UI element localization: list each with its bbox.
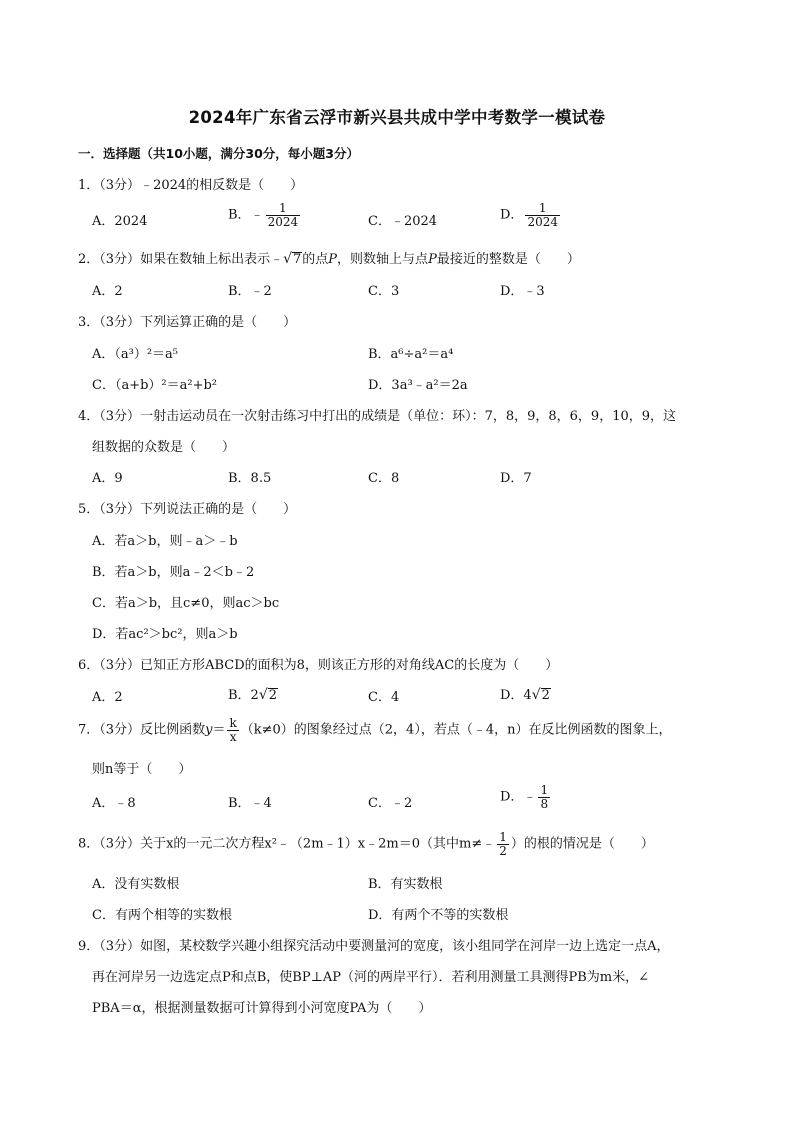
fraction: $\frac{k}{x}$	[229, 716, 237, 744]
question-1	[78, 174, 728, 193]
option-d: D．﹣3	[500, 284, 545, 299]
option-c: C．﹣2024	[368, 214, 438, 229]
option-b: B．a⁶÷a²＝a⁴	[368, 347, 454, 362]
fraction: $\frac{1}{8}$	[540, 783, 549, 811]
option-d: D． $\frac{1}{2024}$	[500, 201, 558, 229]
fraction: $\frac{1}{2024}$	[527, 201, 558, 229]
option-a: A．2	[92, 284, 123, 299]
option-b: B．﹣ $\frac{1}{2024}$	[228, 201, 299, 229]
question-3: 3．（3分）下列运算正确的是（ ）	[78, 315, 297, 330]
question-number: 1．	[78, 178, 100, 193]
option-c: C．8	[368, 471, 400, 486]
radical-sign: √	[283, 251, 292, 267]
option-b: B．﹣2	[228, 284, 272, 299]
question-7: 7．（3分）反比例函数y＝ $\frac{k}{x}$ （k≠0）的图象经过点（2，4），若点（﹣4，n）在反比例函数的图象上，	[78, 716, 672, 744]
option-a: A．2	[92, 690, 123, 705]
option-b: B．8.5	[228, 471, 272, 486]
question-5: 5．（3分）下列说法正确的是（ ）	[78, 502, 297, 517]
question-2: 2．（3分）如果在数轴上标出表示﹣√7的点P，则数轴上与点P最接近的整数是（ ）	[78, 251, 580, 267]
option-b: B．若a＞b，则a﹣2＜b﹣2	[92, 565, 255, 580]
option-c: C．有两个相等的实数根	[92, 908, 232, 923]
option-d: D．﹣ $\frac{1}{8}$	[500, 783, 549, 811]
question-8: 8．（3分）关于x的一元二次方程x²﹣（2m﹣1）x﹣2m＝0（其中m≠﹣ $\frac{1}{2}$ ）的根的情况是（ ）	[78, 830, 654, 858]
option-c: C．若a＞b，且c≠0，则ac＞bc	[92, 596, 280, 611]
option-d: D．若ac²＞bc²，则a＞b	[92, 627, 238, 642]
radical-sign: √	[258, 687, 268, 703]
question-9: 9．（3分）如图，某校数学兴趣小组探究活动中要测量河的宽度，该小组同学在河岸一边上选定一点A，	[78, 939, 670, 954]
option-a: A．9	[92, 471, 123, 486]
option-d: D．7	[500, 471, 532, 486]
fraction: $\frac{1}{2024}$	[267, 201, 299, 229]
exam-title: 2024年广东省云浮市新兴县共成中学中考数学一模试卷	[188, 108, 606, 127]
question-score: （3分）	[99, 178, 141, 193]
option-b: B．2√2	[228, 687, 278, 703]
section-heading: 一．选择题（共10小题，满分30分，每小题3分）	[78, 146, 359, 161]
option-d: D．3a³﹣a²＝2a	[368, 378, 468, 393]
option-d: D．有两个不等的实数根	[368, 908, 509, 923]
option-c: C．（a+b）²＝a²+b²	[92, 378, 218, 393]
option-b: B．有实数根	[368, 877, 443, 892]
question-6: 6．（3分）已知正方形ABCD的面积为8，则该正方形的对角线AC的长度为（ ）	[78, 658, 559, 673]
question-4: 4．（3分）一射击运动员在一次射击练习中打出的成绩是（单位：环）：7，8，9，8，6，9，10，9，这	[78, 409, 677, 424]
option-a: A．（a³）²＝a⁵	[92, 347, 179, 362]
option-b: B．﹣4	[228, 796, 272, 811]
radical-sign: √	[531, 687, 541, 703]
option-c: C．﹣2	[368, 796, 413, 811]
question-9-line-2: 再在河岸另一边选定点P和点B，使BP⊥AP（河的两岸平行）．若利用测量工具测得PB为m米，∠	[92, 970, 649, 985]
question-4-line-2: 组数据的众数是（ ）	[92, 440, 236, 455]
option-c: C．4	[368, 690, 400, 705]
question-9-line-3: PBA＝α，根据测量数据可计算得到小河宽度PA为（ ）	[92, 1001, 432, 1016]
fraction: $\frac{1}{2}$	[499, 830, 507, 858]
option-c: C．3	[368, 284, 400, 299]
question-7-line-2: 则n等于（ ）	[92, 762, 192, 777]
option-d: D．4√2	[500, 687, 550, 703]
question-text: ﹣2024的相反数是（ ）	[140, 178, 304, 193]
option-a: A．没有实数根	[92, 877, 180, 892]
option-a: A．若a＞b，则﹣a＞﹣b	[92, 534, 238, 549]
option-a: A．2024	[92, 214, 148, 229]
option-a: A．﹣8	[92, 796, 136, 811]
